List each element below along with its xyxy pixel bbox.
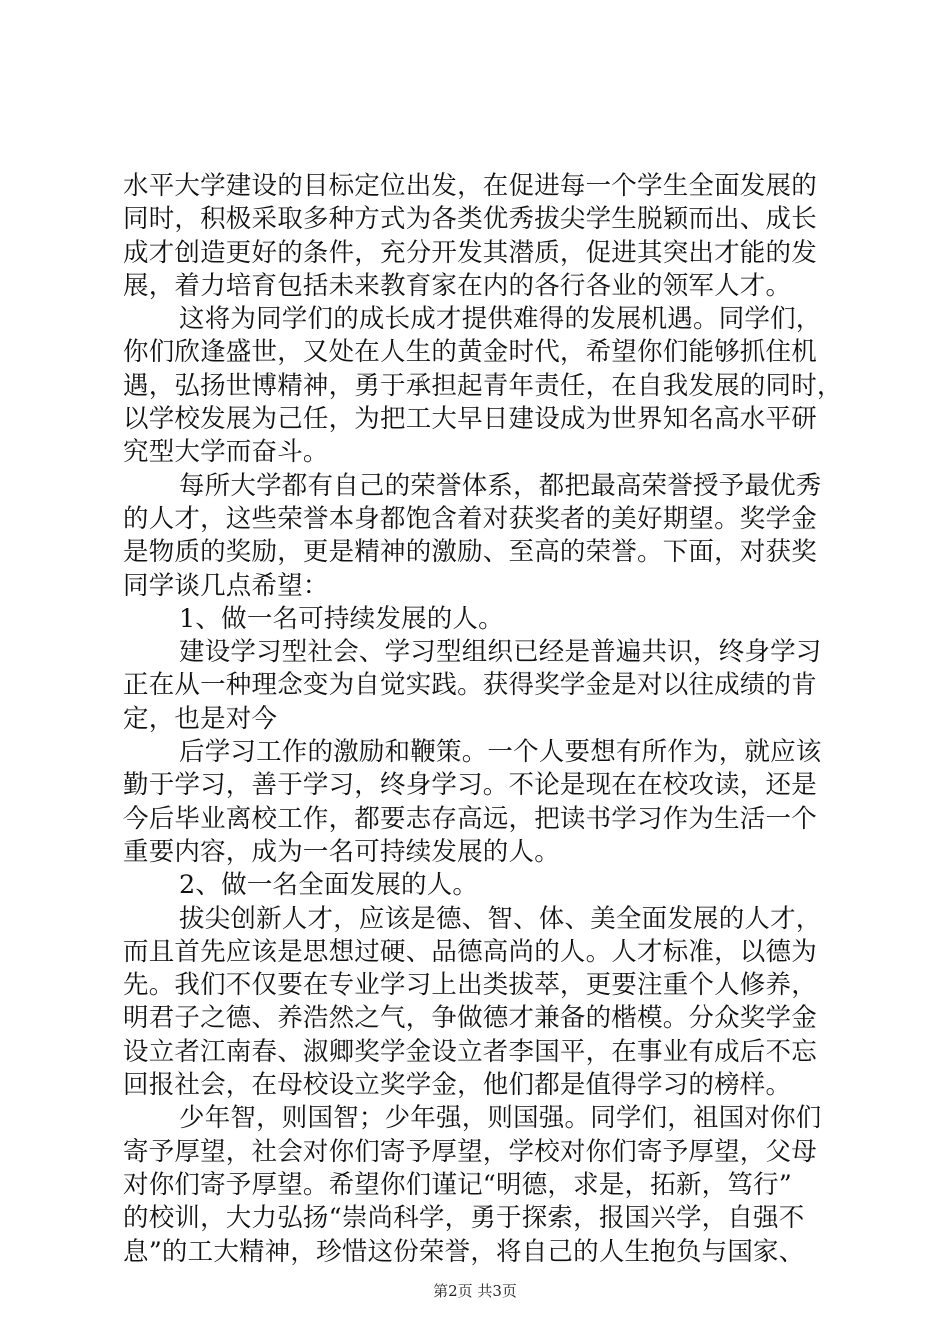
text-line: 遇，弘扬世博精神，勇于承担起青年责任，在自我发展的同时， bbox=[123, 370, 843, 401]
text-line: 回报社会，在母校设立奖学金，他们都是值得学习的榜样。 bbox=[123, 1070, 792, 1101]
text-line: 息”的工大精神，珍惜这份荣誉，将自己的人生抱负与国家、 bbox=[123, 1236, 805, 1267]
text-line: 建设学习型社会、学习型组织已经是普遍共识，终身学习 bbox=[179, 637, 822, 668]
text-line: 的人才，这些荣誉本身都饱含着对获奖者的美好期望。奖学金 bbox=[123, 503, 817, 534]
text-line: 而且首先应该是思想过硬、品德高尚的人。人才标准，以德为 bbox=[123, 936, 817, 967]
text-line: 寄予厚望，社会对你们寄予厚望，学校对你们寄予厚望，父母 bbox=[123, 1136, 817, 1167]
text-line: 水平大学建设的目标定位出发，在促进每一个学生全面发展的 bbox=[123, 171, 817, 201]
text-line: 究型大学而奋斗。 bbox=[123, 437, 329, 468]
text-line: 1、做一名可持续发展的人。 bbox=[179, 603, 504, 634]
text-line: 今后毕业离校工作，都要志存高远，把读书学习作为生活一个 bbox=[123, 803, 817, 834]
text-line: 成才创造更好的条件，充分开发其潜质，促进其突出才能的发 bbox=[123, 237, 817, 268]
document-body bbox=[123, 170, 843, 1269]
page-footer: 第2页 共3页 bbox=[433, 1282, 517, 1300]
text-line: 先。我们不仅要在专业学习上出类拔萃，更要注重个人修养， bbox=[123, 970, 817, 1001]
text-line: 勤于学习，善于学习，终身学习。不论是现在在校攻读，还是 bbox=[123, 770, 817, 801]
text-line: 定，也是对今 bbox=[123, 703, 278, 734]
text-line: 的校训，大力弘扬“崇尚科学，勇于探索，报国兴学，自强不 bbox=[123, 1203, 805, 1234]
text-line: 明君子之德、养浩然之气，争做德才兼备的楷模。分众奖学金 bbox=[123, 1003, 817, 1034]
text-line: 是物质的奖励，更是精神的激励、至高的荣誉。下面，对获奖 bbox=[123, 537, 817, 568]
text-line: 每所大学都有自己的荣誉体系，都把最高荣誉授予最优秀 bbox=[179, 470, 822, 501]
text-line: 重要内容，成为一名可持续发展的人。 bbox=[123, 836, 560, 867]
text-line: 对你们寄予厚望。希望你们谨记“明德，求是，拓新，笃行” bbox=[123, 1169, 792, 1200]
text-line: 拔尖创新人才，应该是德、智、体、美全面发展的人才， bbox=[179, 903, 822, 934]
text-line: 同时，积极采取多种方式为各类优秀拔尖学生脱颖而出、成长 bbox=[123, 204, 817, 235]
text-line: 少年智，则国智；少年强，则国强。同学们，祖国对你们 bbox=[179, 1103, 822, 1134]
text-line: 这将为同学们的成长成才提供难得的发展机遇。同学们， bbox=[179, 304, 822, 335]
text-line: 正在从一种理念变为自觉实践。获得奖学金是对以往成绩的肯 bbox=[123, 670, 817, 701]
text-line: 后学习工作的激励和鞭策。一个人要想有所作为，就应该 bbox=[179, 737, 822, 768]
text-line: 设立者江南春、淑卿奖学金设立者李国平，在事业有成后不忘 bbox=[123, 1036, 817, 1067]
text-line: 以学校发展为己任，为把工大早日建设成为世界知名高水平研 bbox=[123, 404, 817, 435]
text-line: 展，着力培育包括未来教育家在内的各行各业的领军人才。 bbox=[123, 270, 792, 301]
text-line: 同学谈几点希望： bbox=[123, 570, 329, 601]
text-line: 2、做一名全面发展的人。 bbox=[179, 870, 479, 901]
text-line: 你们欣逢盛世，又处在人生的黄金时代，希望你们能够抓住机 bbox=[123, 337, 817, 368]
